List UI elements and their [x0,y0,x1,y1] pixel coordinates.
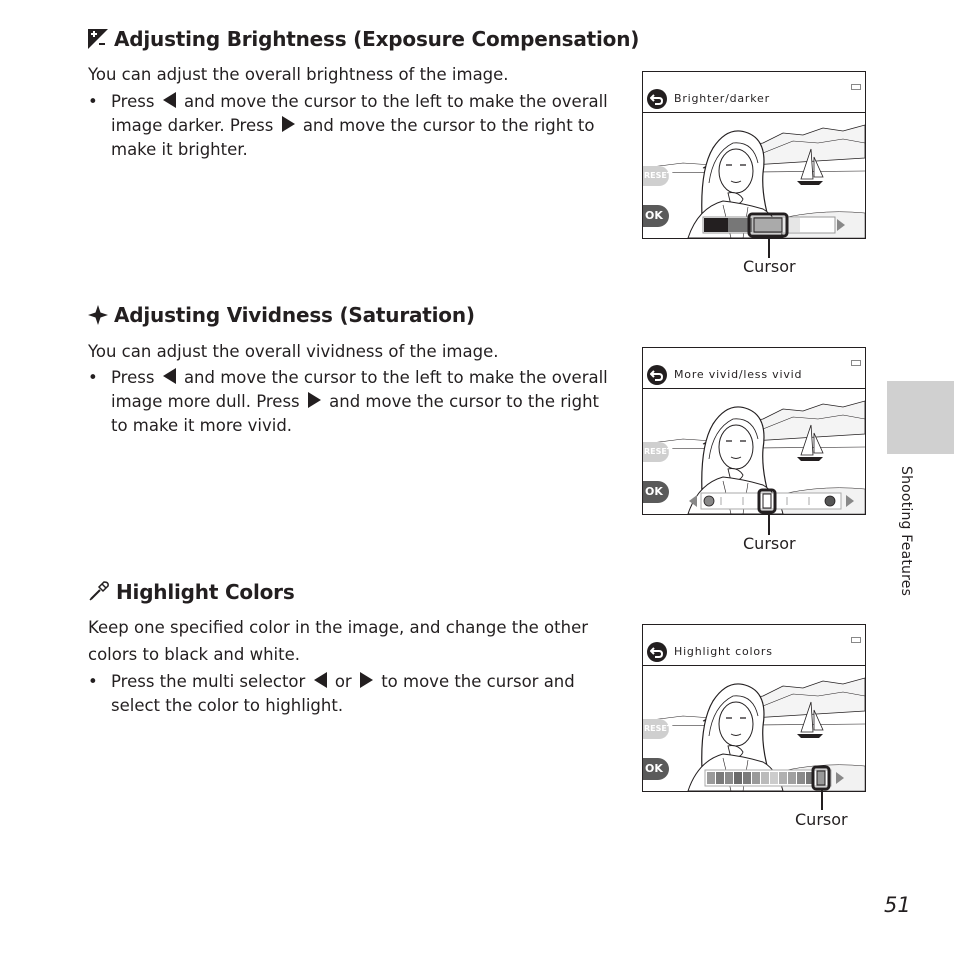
screen-title: Highlight colors [674,645,773,658]
camera-screen-vividness [642,347,866,515]
heading-vividness [88,303,475,330]
left-arrow-icon [163,368,176,384]
back-icon[interactable] [647,89,667,109]
left-arrow-icon [314,672,327,688]
heading-text: Highlight Colors [116,580,295,604]
ok-button[interactable]: OK [643,205,669,227]
camera-screen-highlight [642,624,866,792]
heading-text: Adjusting Vividness (Saturation) [114,303,475,327]
exposure-compensation-icon [88,29,108,54]
brightness-slider[interactable] [699,212,865,238]
bullet-text: and move the cursor to the right to make it more vivid. [111,392,600,435]
page-number: 51 [884,893,911,917]
vividness-slider[interactable] [687,488,865,514]
saturation-star-icon [88,305,108,330]
bullet-item [88,366,613,438]
screen-title: Brighter/darker [674,92,770,105]
bullet-text: Press [111,368,155,387]
bullet-dot: • [88,672,98,691]
bullet-text: and move the cursor to the right to make it brighter. [111,116,595,159]
reset-button[interactable]: RESET [643,442,669,462]
heading-brightness [88,27,639,54]
side-tab-label: Shooting Features [898,466,914,597]
battery-icon [851,360,861,366]
cursor-caption: Cursor [743,534,796,553]
back-icon[interactable] [647,642,667,662]
left-arrow-icon [163,92,176,108]
battery-icon [851,84,861,90]
bullet-dot: • [88,368,98,387]
right-arrow-icon [308,392,321,408]
cursor-leader-line [768,236,770,258]
bullet-text: Press the multi selector [111,672,306,691]
cursor-leader-line [821,790,823,810]
right-arrow-icon [282,116,295,132]
bullet-text: to move the cursor and select the color to highlight. [111,672,575,715]
screen-topbar [643,72,865,113]
highlight-dropper-icon [88,580,110,607]
intro-text: Keep one specified color in the image, and change the other colors to black and white. [88,618,589,664]
bullet-text: Press [111,92,155,111]
screen-topbar [643,348,865,389]
bullet-item [88,90,613,162]
highlight-color-slider[interactable] [699,765,865,791]
back-icon[interactable] [647,365,667,385]
heading-text: Adjusting Brightness (Exposure Compensation) [114,27,640,51]
camera-screen-brightness [642,71,866,239]
right-arrow-icon [360,672,373,688]
heading-highlight [88,580,295,607]
battery-icon [851,637,861,643]
screen-topbar [643,625,865,666]
reset-button[interactable]: RESET [643,166,669,186]
reset-button[interactable]: RESET [643,719,669,739]
bullet-item [88,670,613,718]
cursor-caption: Cursor [743,257,796,276]
ok-button[interactable]: OK [643,481,669,503]
intro-text: You can adjust the overall vividness of the image. [88,342,499,361]
bullet-text: and move the cursor to the left to make the overall image more dull. Press [111,368,608,411]
screen-title: More vivid/less vivid [674,368,803,381]
intro-text: You can adjust the overall brightness of the image. [88,65,509,84]
bullet-dot: • [88,92,98,111]
bullet-text: and move the cursor to the left to make the overall image darker. Press [111,92,608,135]
bullet-text: or [334,672,352,691]
cursor-caption: Cursor [795,810,848,829]
ok-button[interactable]: OK [643,758,669,780]
cursor-leader-line [768,513,770,535]
side-tab [887,381,954,454]
